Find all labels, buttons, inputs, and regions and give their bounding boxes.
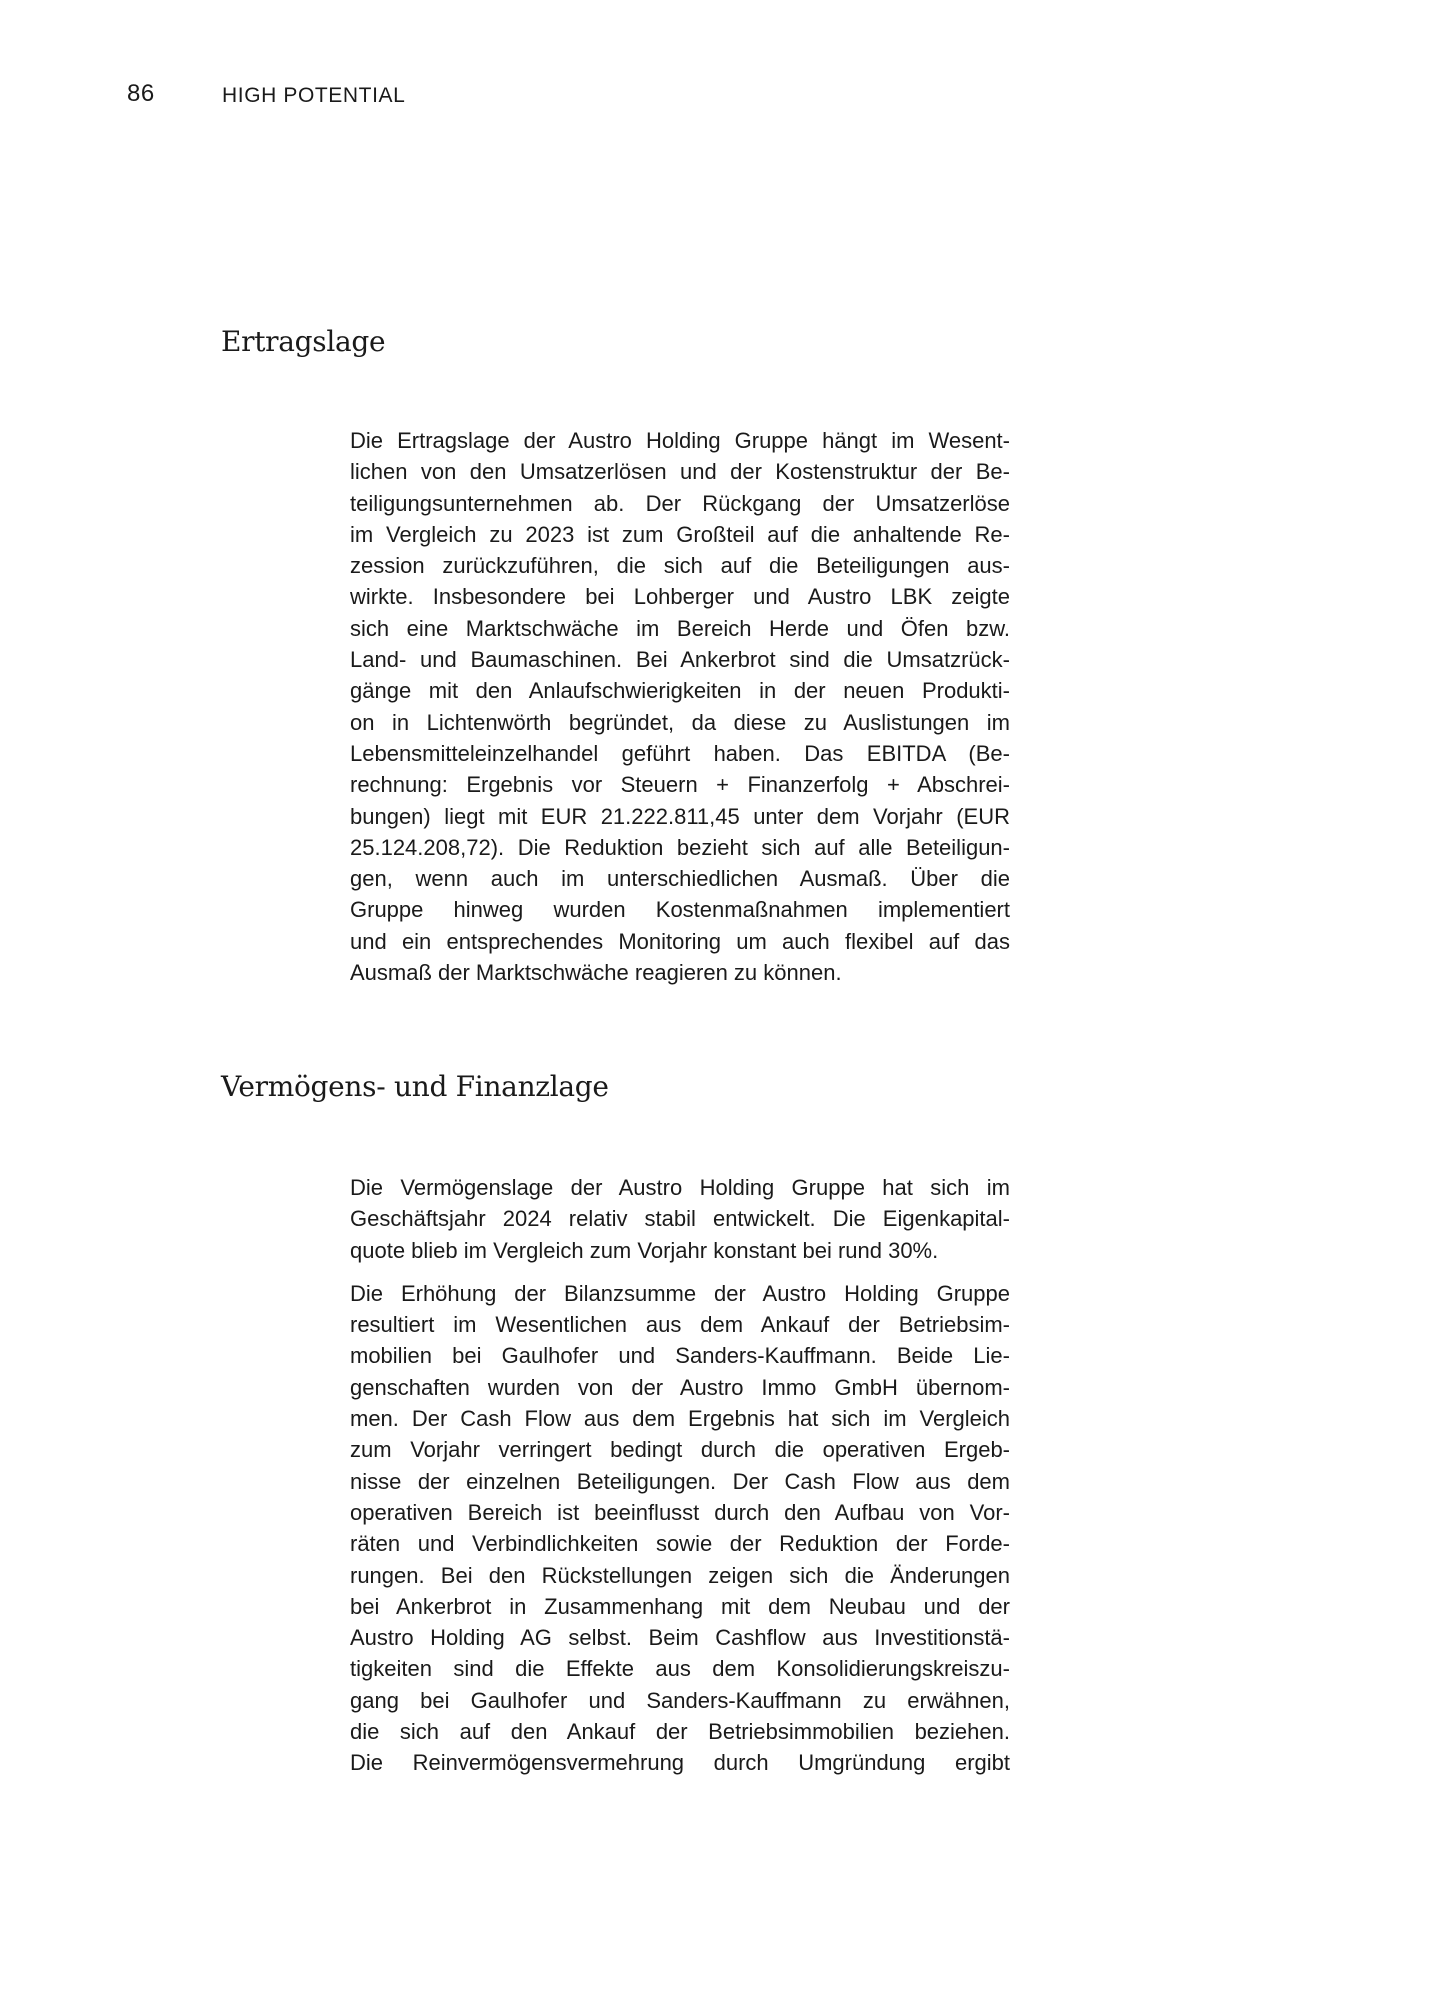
- section-heading-ertragslage: Ertragslage: [221, 325, 386, 358]
- text-line: die sich auf den Ankauf der Betriebsimmobilien beziehen.: [350, 1719, 1010, 1745]
- text-line: im Vergleich zu 2023 ist zum Großteil auf die anhaltende Re-: [350, 521, 1010, 547]
- text-line: nisse der einzelnen Beteiligungen. Der Cash Flow aus dem: [350, 1468, 1010, 1494]
- text-line: rungen. Bei den Rückstellungen zeigen sich die Änderungen: [350, 1562, 1010, 1588]
- text-line: Lebensmitteleinzelhandel geführt haben. Das EBITDA (Be-: [350, 740, 1010, 766]
- text-line: teiligungsunternehmen ab. Der Rückgang der Umsatzerlöse: [350, 490, 1010, 516]
- text-line: men. Der Cash Flow aus dem Ergebnis hat sich im Vergleich: [350, 1406, 1010, 1432]
- text-line: tigkeiten sind die Effekte aus dem Konsolidierungskreiszu-: [350, 1656, 1010, 1682]
- running-title: HIGH POTENTIAL: [222, 84, 406, 107]
- text-line: Die Ertragslage der Austro Holding Gruppe hängt im Wesent-: [350, 428, 1010, 453]
- text-line: bungen) liegt mit EUR 21.222.811,45 unter dem Vorjahr (EUR: [350, 803, 1010, 829]
- text-line: gänge mit den Anlaufschwierigkeiten in der neuen Produkti-: [350, 678, 1010, 704]
- text-line: Die Reinvermögensvermehrung durch Umgründung ergibt: [350, 1750, 1010, 1776]
- text-line: rechnung: Ergebnis vor Steuern + Finanzerfolg + Abschrei-: [350, 772, 1010, 798]
- paragraph: [350, 425, 1010, 988]
- section-body-vermoegens-finanzlage: [350, 1172, 1010, 1779]
- paragraph-gap: [350, 1266, 1010, 1278]
- text-line: räten und Verbindlichkeiten sowie der Reduktion der Forde-: [350, 1531, 1010, 1557]
- text-line: mobilien bei Gaulhofer und Sanders-Kauffmann. Beide Lie-: [350, 1343, 1010, 1369]
- running-header: [0, 80, 1439, 110]
- text-line: on in Lichtenwörth begründet, da diese zu Auslistungen im: [350, 709, 1010, 735]
- text-line: 25.124.208,72). Die Reduktion bezieht sich auf alle Beteiligun-: [350, 834, 1010, 860]
- section-body-ertragslage: [350, 425, 1010, 988]
- text-line: zum Vorjahr verringert bedingt durch die operativen Ergeb-: [350, 1437, 1010, 1463]
- text-line: Land- und Baumaschinen. Bei Ankerbrot sind die Umsatzrück-: [350, 647, 1010, 673]
- text-line: lichen von den Umsatzerlösen und der Kostenstruktur der Be-: [350, 459, 1010, 485]
- text-line: Geschäftsjahr 2024 relativ stabil entwickelt. Die Eigenkapital-: [350, 1206, 1010, 1232]
- text-line: Gruppe hinweg wurden Kostenmaßnahmen implementiert: [350, 897, 1010, 923]
- text-line: wirkte. Insbesondere bei Lohberger und Austro LBK zeigte: [350, 584, 1010, 610]
- text-line: zession zurückzuführen, die sich auf die Beteiligungen aus-: [350, 553, 1010, 579]
- text-line: bei Ankerbrot in Zusammenhang mit dem Neubau und der: [350, 1593, 1010, 1619]
- text-line: Austro Holding AG selbst. Beim Cashflow aus Investitionstä-: [350, 1625, 1010, 1651]
- text-line: operativen Bereich ist beeinflusst durch den Aufbau von Vor-: [350, 1499, 1010, 1525]
- text-line: quote blieb im Vergleich zum Vorjahr konstant bei rund 30%.: [350, 1237, 939, 1263]
- paragraph: [350, 1172, 1010, 1266]
- text-line: gang bei Gaulhofer und Sanders-Kauffmann zu erwähnen,: [350, 1687, 1010, 1713]
- text-line: Die Vermögenslage der Austro Holding Gruppe hat sich im: [350, 1175, 1010, 1200]
- page-number: 86: [127, 80, 155, 107]
- text-line: gen, wenn auch im unterschiedlichen Ausmaß. Über die: [350, 866, 1010, 892]
- text-line: sich eine Marktschwäche im Bereich Herde und Öfen bzw.: [350, 615, 1010, 641]
- text-line: Die Erhöhung der Bilanzsumme der Austro Holding Gruppe: [350, 1280, 1010, 1306]
- text-line: Ausmaß der Marktschwäche reagieren zu können.: [350, 960, 842, 986]
- section-heading-vermoegens-finanzlage: Vermögens- und Finanzlage: [221, 1070, 609, 1103]
- text-line: genschaften wurden von der Austro Immo GmbH übernom-: [350, 1374, 1010, 1400]
- text-line: resultiert im Wesentlichen aus dem Ankauf der Betriebsim-: [350, 1312, 1010, 1338]
- text-line: und ein entsprechendes Monitoring um auch flexibel auf das: [350, 928, 1010, 954]
- paragraph: [350, 1278, 1010, 1779]
